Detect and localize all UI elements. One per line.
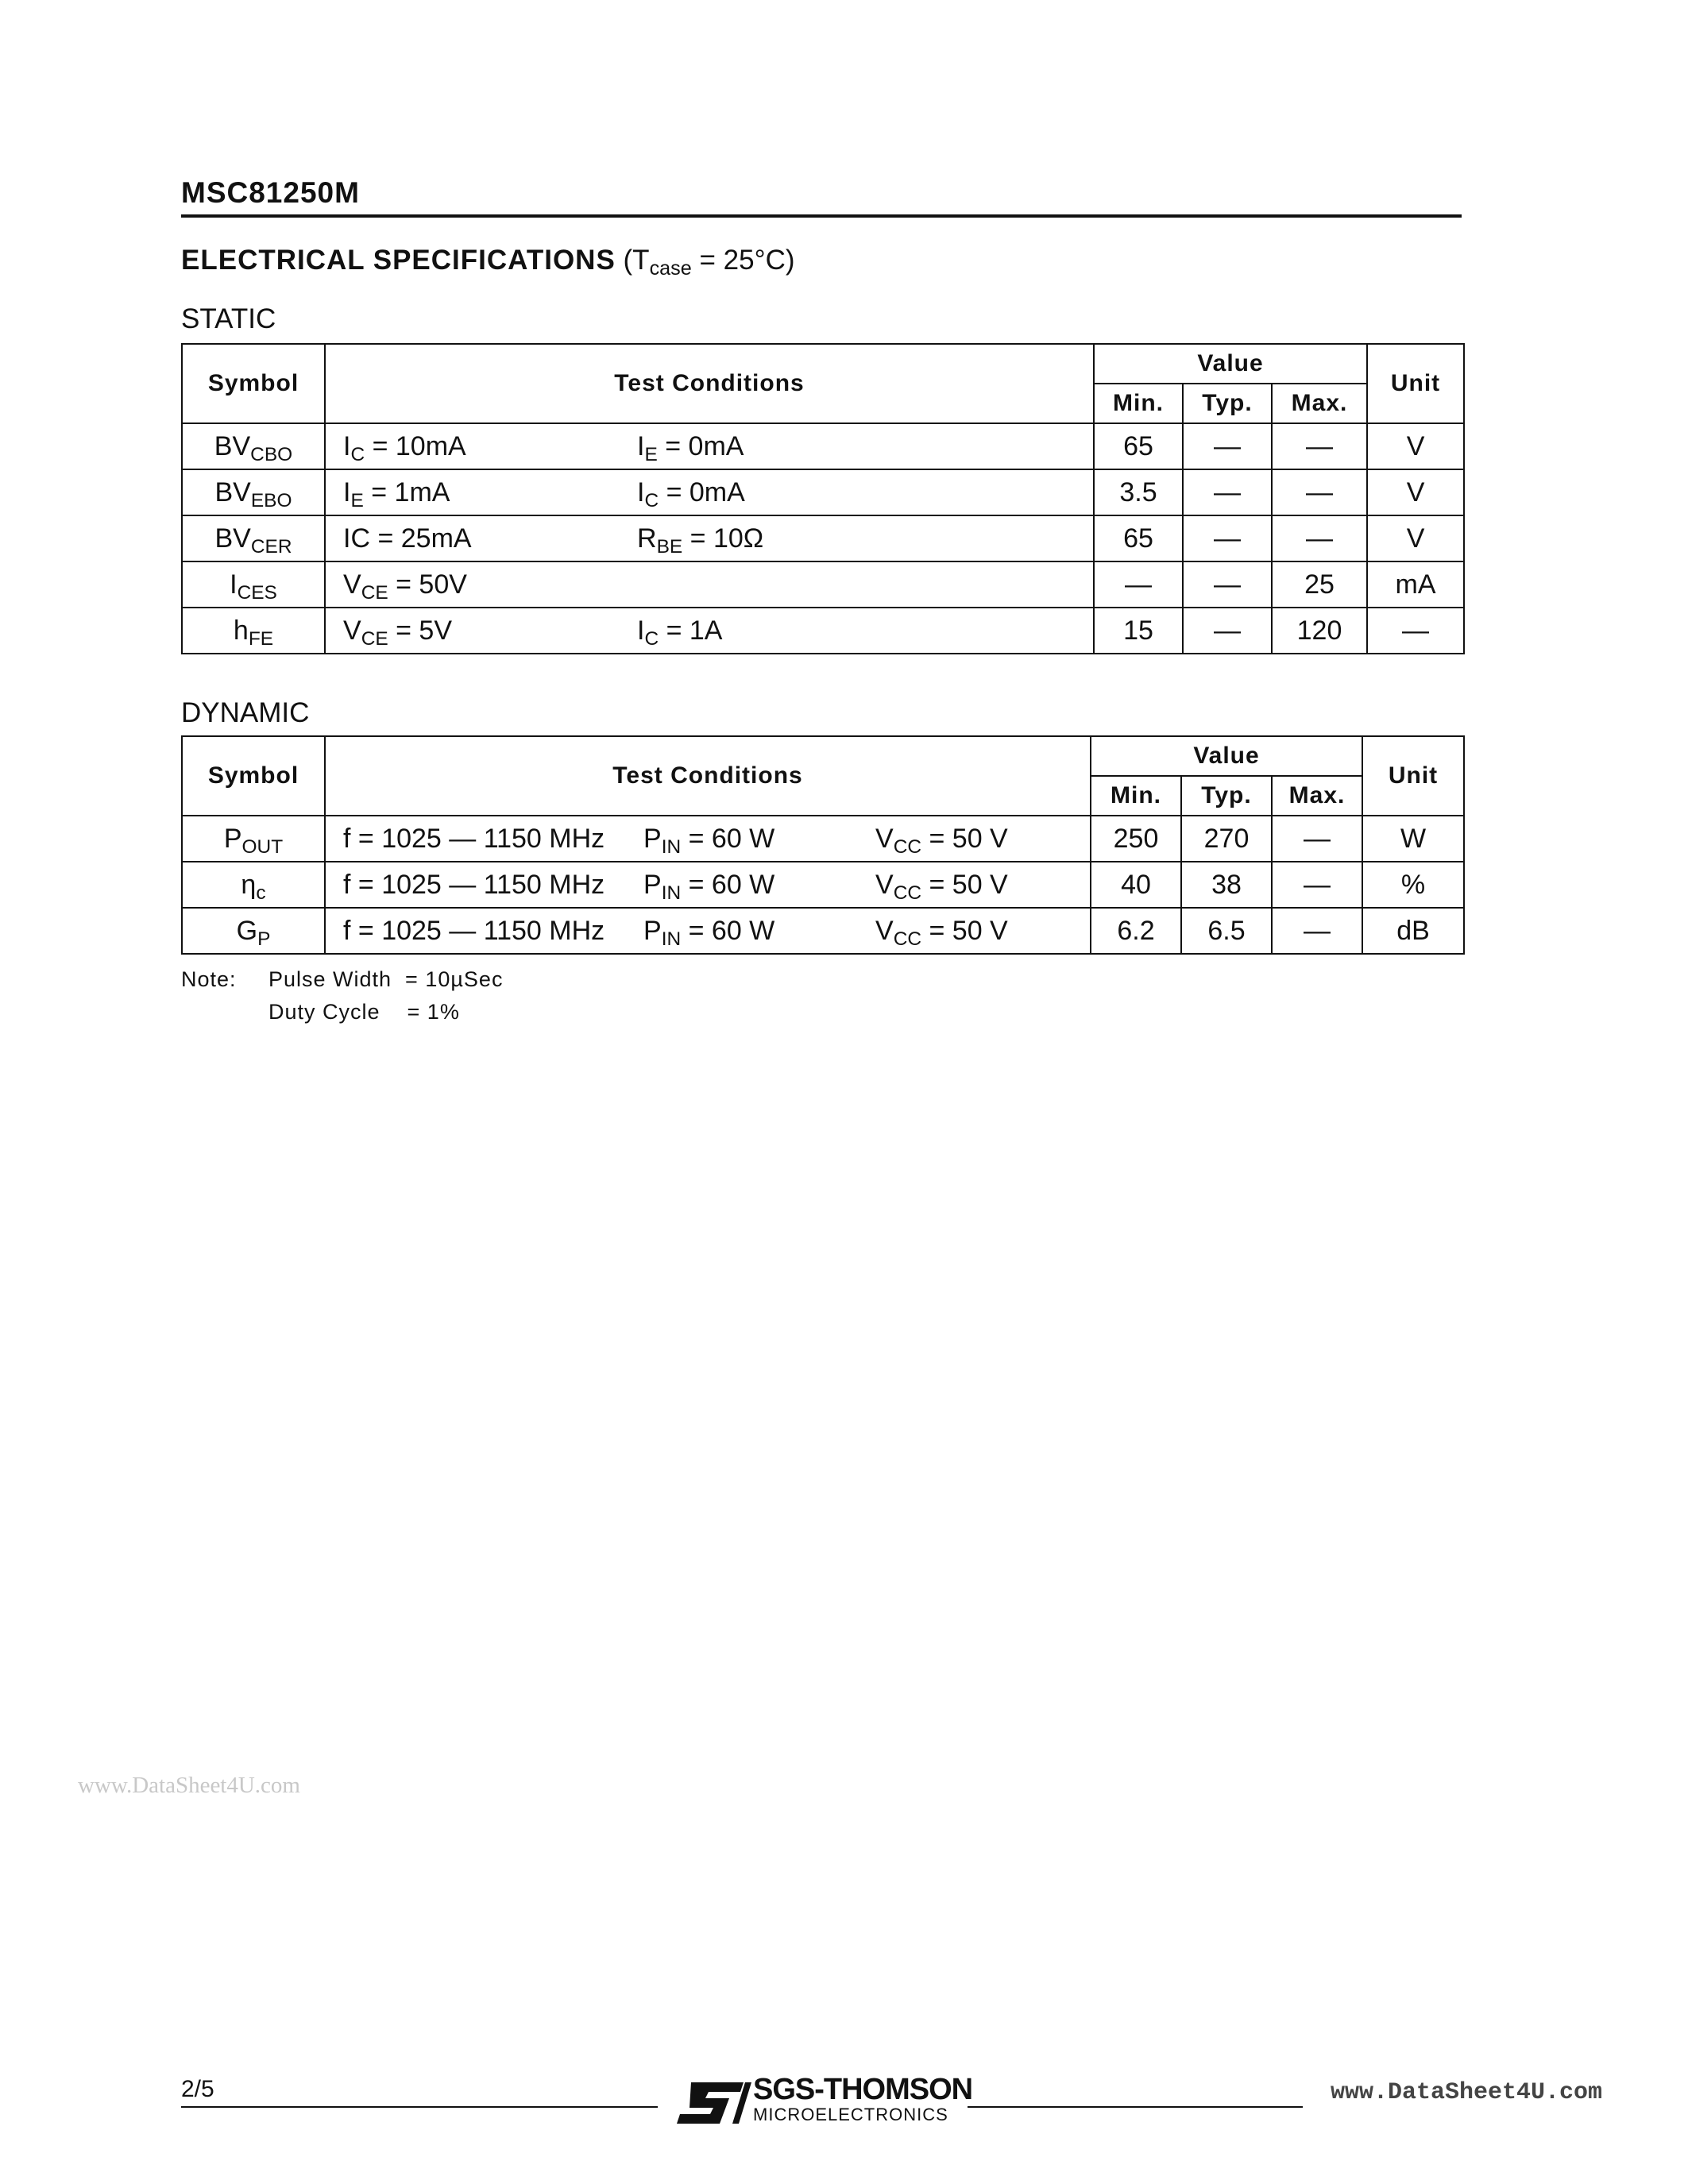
typ-cell: 270 [1181,816,1272,862]
table-row [182,561,1464,608]
condition-cell [325,515,1094,561]
max-cell: 120 [1272,608,1367,654]
min-cell: 3.5 [1094,469,1183,515]
section-title-condition: $(T_{case} = 25^\circ C)$ [623,245,795,280]
watermark: www.DataSheet4U.com [78,1773,300,1798]
typ-cell: 6.5 [1181,908,1272,954]
condition-cell [325,423,1094,469]
max-cell: — [1272,469,1367,515]
pulse-note [181,967,503,1024]
symbol-cell: $I_{CES}$ [182,561,325,608]
condition-1: $V_{CE} = 50V$ [343,569,467,604]
condition-2: $I_C = 1A$ [637,615,723,650]
condition-cell [325,608,1094,654]
min-cell: 65 [1094,515,1183,561]
condition-1: $I_C = 10mA$ [343,430,466,465]
typ-cell: — [1183,515,1272,561]
col-typ: Typ. [1181,776,1272,816]
logo-subtitle: MICROELECTRONICS [753,2105,948,2124]
min-cell: 6.2 [1091,908,1181,954]
col-test-conditions: Test Conditions [325,736,1091,816]
typ-cell: — [1183,608,1272,654]
typ-cell: — [1183,423,1272,469]
input-power-condition: $P_{IN} = 60$ W [643,915,775,950]
supply-voltage-condition: $V_{CC} = 50$ V [875,869,1008,904]
part-number-title: MSC81250M [181,176,360,209]
col-max: Max. [1272,384,1367,423]
electrical-specifications-heading [181,245,795,280]
symbol-cell: $BV_{CBO}$ [182,423,325,469]
unit-cell: — [1367,608,1464,654]
footer-rule-left [181,2106,658,2108]
static-heading: STATIC [181,303,276,334]
unit-cell: W [1362,816,1464,862]
col-typ: Typ. [1183,384,1272,423]
table-row [182,862,1464,908]
min-cell: 65 [1094,423,1183,469]
section-title-text: ELECTRICAL SPECIFICATIONS [181,245,616,276]
frequency-condition: f = 1025 — 1150 MHz [343,915,605,946]
min-cell: 250 [1091,816,1181,862]
condition-cell [325,561,1094,608]
symbol-cell: $BV_{CER}$ [182,515,325,561]
table-row [182,608,1464,654]
max-cell: — [1272,862,1362,908]
input-power-condition: $P_{IN} = 60$ W [643,869,775,904]
condition-cell [325,862,1091,908]
static-spec-table [181,343,1465,654]
condition-1: IC = 25mA [343,523,472,554]
page-number: 2/5 [181,2076,214,2102]
footer-site: www.DataSheet4U.com [1331,2079,1603,2106]
symbol-cell: $G_P$ [182,908,325,954]
frequency-condition: f = 1025 — 1150 MHz [343,869,605,900]
supply-voltage-condition: $V_{CC} = 50$ V [875,915,1008,950]
condition-1: $V_{CE} = 5V$ [343,615,453,650]
min-cell: 40 [1091,862,1181,908]
max-cell: — [1272,515,1367,561]
min-cell: — [1094,561,1183,608]
max-cell: 25 [1272,561,1367,608]
symbol-cell: $\eta_c$ [182,862,325,908]
col-symbol: Symbol [182,344,325,423]
col-value: Value [1094,344,1367,384]
note-line-pulse-width: Pulse Width = 10µSec [268,967,504,991]
unit-cell: V [1367,515,1464,561]
col-unit: Unit [1362,736,1464,816]
supply-voltage-condition: $V_{CC} = 50$ V [875,823,1008,858]
col-test-conditions: Test Conditions [325,344,1094,423]
condition-cell [325,908,1091,954]
symbol-cell: $BV_{EBO}$ [182,469,325,515]
title-rule [181,214,1462,218]
max-cell: — [1272,423,1367,469]
symbol-cell: $P_{OUT}$ [182,816,325,862]
dynamic-heading: DYNAMIC [181,697,310,728]
condition-2: $R_{BE} = 10\Omega$ [637,523,764,558]
col-max: Max. [1272,776,1362,816]
note-line-duty-cycle: Duty Cycle = 1% [268,1000,460,1024]
condition-2: $I_C = 0mA$ [637,477,745,511]
symbol-cell: $h_{FE}$ [182,608,325,654]
table-row [182,515,1464,561]
footer-rule-right [968,2106,1303,2108]
unit-cell: V [1367,423,1464,469]
table-row [182,423,1464,469]
table-row [182,816,1464,862]
condition-2: $I_E = 0mA$ [637,430,744,465]
note-label: Note: [181,967,237,991]
unit-cell: V [1367,469,1464,515]
logo-name: SGS-THOMSON [753,2073,973,2106]
col-min: Min. [1091,776,1181,816]
col-value: Value [1091,736,1362,776]
typ-cell: 38 [1181,862,1272,908]
frequency-condition: f = 1025 — 1150 MHz [343,823,605,854]
typ-cell: — [1183,561,1272,608]
dynamic-spec-table [181,735,1465,955]
col-min: Min. [1094,384,1183,423]
input-power-condition: $P_{IN} = 60$ W [643,823,775,858]
condition-cell [325,469,1094,515]
table-row [182,469,1464,515]
unit-cell: % [1362,862,1464,908]
max-cell: — [1272,816,1362,862]
col-unit: Unit [1367,344,1464,423]
max-cell: — [1272,908,1362,954]
typ-cell: — [1183,469,1272,515]
condition-1: $I_E = 1mA$ [343,477,450,511]
unit-cell: dB [1362,908,1464,954]
condition-cell [325,816,1091,862]
table-row [182,908,1464,954]
min-cell: 15 [1094,608,1183,654]
unit-cell: mA [1367,561,1464,608]
col-symbol: Symbol [182,736,325,816]
